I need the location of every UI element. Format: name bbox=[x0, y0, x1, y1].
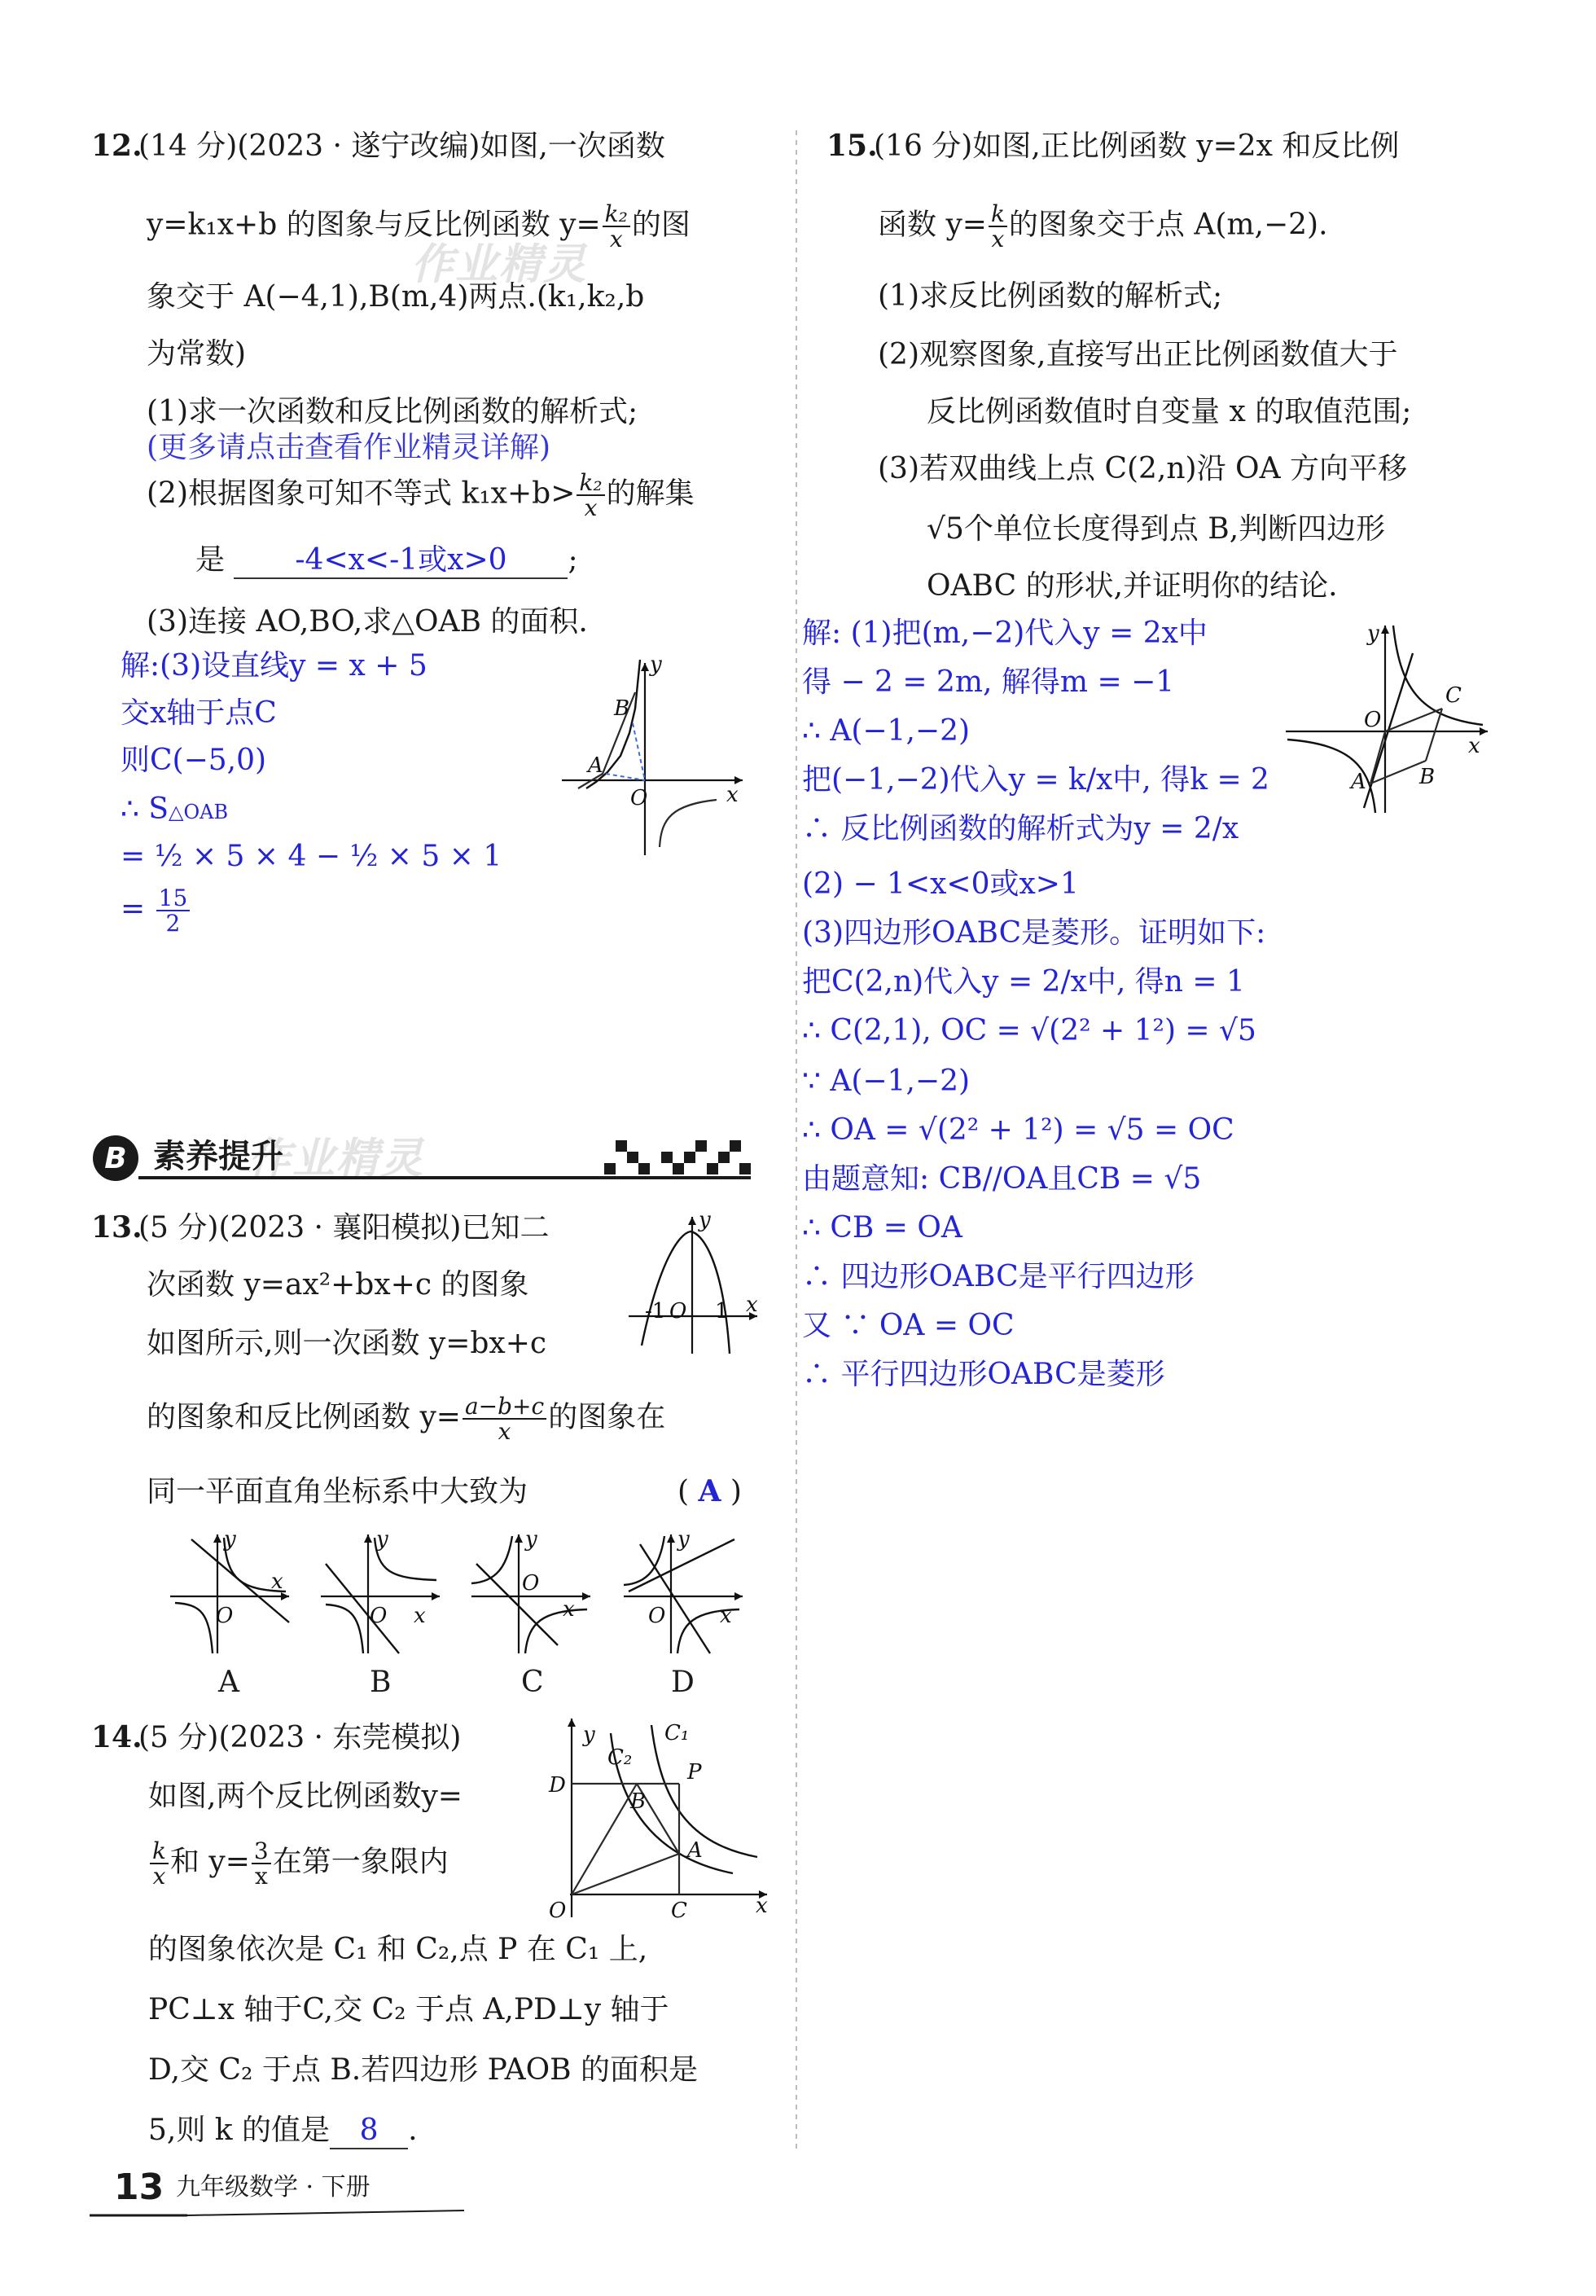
svg-text:O: O bbox=[1364, 708, 1382, 732]
svg-text:O: O bbox=[370, 1604, 388, 1628]
solution-line: ∴ CB = OA bbox=[802, 1211, 962, 1245]
question-text: (5 分)(2023 · 东莞模拟) bbox=[138, 1721, 462, 1754]
sub-question-2: (2)根据图象可知不等式 k₁x+b> $\frac{\text{k₂}}{x}$ 的解集 bbox=[147, 469, 695, 522]
choice-answer: A bbox=[698, 1474, 721, 1508]
solution-line: ∵ A(−1,−2) bbox=[802, 1065, 971, 1098]
question-text: (16 分)如图,正比例函数 y=2x 和反比例 bbox=[874, 130, 1400, 163]
svg-text:y: y bbox=[677, 1527, 690, 1552]
point-a-label: A bbox=[588, 753, 603, 778]
option-label-c[interactable]: C bbox=[521, 1666, 544, 1699]
question-text: 次函数 y=ax²+bx+c 的图象 bbox=[147, 1268, 529, 1302]
svg-text:A: A bbox=[1351, 770, 1366, 794]
svg-text:O: O bbox=[549, 1899, 567, 1923]
y-axis-label: y bbox=[650, 652, 662, 677]
point-b-label: B bbox=[614, 696, 630, 721]
watermark: 作业精灵 bbox=[411, 240, 588, 289]
svg-text:C₂: C₂ bbox=[607, 1745, 633, 1770]
answer-bracket: ( A ) bbox=[677, 1474, 742, 1508]
svg-text:x: x bbox=[1468, 734, 1480, 758]
question-number: 14. bbox=[91, 1720, 142, 1754]
question-text: D,交 C₂ 于点 B.若四边形 PAOB 的面积是 bbox=[148, 2053, 699, 2087]
sub-question-1: (1)求一次函数和反比例函数的解析式; bbox=[147, 395, 638, 428]
solution-line: 把C(2,n)代入y = 2/x中, 得n = 1 bbox=[802, 965, 1245, 999]
question-number: 15. bbox=[826, 129, 878, 163]
question-text: (5 分)(2023 · 襄阳模拟)已知二 bbox=[138, 1211, 550, 1245]
detail-link[interactable]: (更多请点击查看作业精灵详解) bbox=[147, 431, 551, 464]
svg-text:y: y bbox=[525, 1527, 537, 1552]
option-graph-c[interactable] bbox=[468, 1527, 598, 1662]
sub-question-3: (3)若双曲线上点 C(2,n)沿 OA 方向平移 bbox=[878, 452, 1408, 485]
question-text: 如图,两个反比例函数y= bbox=[148, 1780, 463, 1813]
question-number: 12. bbox=[91, 129, 142, 163]
solution-line: = ½ × 5 × 4 − ½ × 5 × 1 bbox=[121, 840, 502, 873]
svg-text:C₁: C₁ bbox=[664, 1721, 690, 1745]
sub-question-2: (2)观察图象,直接写出正比例函数值大于 bbox=[878, 338, 1398, 371]
question-text: 如图所示,则一次函数 y=bx+c bbox=[147, 1327, 547, 1360]
question-text: y=k₁x+b 的图象与反比例函数 y= $\frac{\text{k₂}}{x}$ 的图 bbox=[147, 200, 691, 253]
solution-line: 把(−1,−2)代入y = k/x中, 得k = 2 bbox=[802, 763, 1269, 797]
option-graph-a[interactable] bbox=[167, 1527, 297, 1662]
question-text: 象交于 A(−4,1),B(m,4)两点.(k₁,k₂,b bbox=[147, 280, 645, 314]
solution-line: ∴ 四边形OABC是平行四边形 bbox=[802, 1260, 1195, 1293]
solution-line: (3)四边形OABC是菱形。证明如下: bbox=[802, 916, 1266, 950]
watermark: 作业精灵 bbox=[248, 1135, 425, 1183]
sub-question-2-answer-line: 是 -4<x<-1或x>0 ; bbox=[195, 542, 578, 579]
q13-parabola-graph bbox=[627, 1210, 765, 1357]
sub-question-3: (3)连接 AO,BO,求△OAB 的面积. bbox=[147, 605, 588, 639]
svg-text:x: x bbox=[414, 1604, 426, 1628]
x-axis-label: x bbox=[746, 1293, 758, 1317]
question-text: PC⊥x 轴于C,交 C₂ 于点 A,PD⊥y 轴于 bbox=[148, 1993, 669, 2026]
question-number: 13. bbox=[91, 1210, 142, 1245]
solution-line: ∴ OA = √(2² + 1²) = √5 = OC bbox=[802, 1113, 1234, 1147]
svg-text:y: y bbox=[376, 1527, 388, 1552]
sub-question-3: OABC 的形状,并证明你的结论. bbox=[927, 569, 1338, 603]
sub-question-1: (1)求反比例函数的解析式; bbox=[878, 279, 1223, 313]
question-text: 的图象和反比例函数 y= $\frac{a-b+c}{x}$ 的图象在 bbox=[147, 1393, 666, 1446]
solution-line: ∴ 反比例函数的解析式为y = 2/x bbox=[802, 812, 1239, 845]
sub-question-2: 反比例函数值时自变量 x 的取值范围; bbox=[927, 395, 1412, 428]
svg-text:B: B bbox=[630, 1789, 647, 1814]
answer-blank: -4<x<-1或x>0 bbox=[234, 542, 568, 579]
question-text: 函数 y= $\frac{k}{x}$ 的图象交于点 A(m,−2). bbox=[878, 200, 1328, 253]
q15-graph bbox=[1282, 621, 1494, 816]
section-title: 素养提升 bbox=[153, 1138, 283, 1175]
neg-one-label: -1 bbox=[645, 1299, 666, 1324]
question-text: (14 分)(2023 · 遂宁改编)如图,一次函数 bbox=[138, 130, 665, 163]
solution-line: ∴ 平行四边形OABC是菱形 bbox=[802, 1358, 1165, 1391]
section-header bbox=[91, 1130, 751, 1188]
question-text: 同一平面直角坐标系中大致为 bbox=[147, 1475, 528, 1508]
origin-label: O bbox=[630, 786, 648, 810]
solution-line: 解: (1)把(m,−2)代入y = 2x中 bbox=[802, 617, 1208, 650]
page-number: 13 bbox=[114, 2166, 164, 2208]
q12-graph bbox=[554, 652, 749, 863]
one-label: 1 bbox=[715, 1299, 729, 1324]
solution-line: = $\frac{15}{2}$ bbox=[121, 886, 191, 936]
svg-text:D: D bbox=[549, 1773, 566, 1798]
section-letter: B bbox=[104, 1142, 127, 1175]
solution-line: ∴ S△OAB bbox=[121, 792, 229, 826]
svg-text:y: y bbox=[224, 1527, 236, 1552]
option-graph-b[interactable] bbox=[318, 1527, 448, 1662]
svg-text:x: x bbox=[720, 1604, 732, 1628]
option-label-a[interactable]: A bbox=[218, 1666, 239, 1699]
solution-line: ∴ C(2,1), OC = √(2² + 1²) = √5 bbox=[802, 1014, 1256, 1047]
question-text: 5,则 k 的值是 8 . bbox=[148, 2113, 418, 2149]
solution-line: 又 ∵ OA = OC bbox=[802, 1309, 1015, 1342]
svg-text:A: A bbox=[687, 1838, 703, 1863]
solution-line: ∴ A(−1,−2) bbox=[802, 714, 971, 748]
svg-text:P: P bbox=[687, 1760, 702, 1785]
q14-graph bbox=[529, 1714, 774, 1925]
solution-line: 交x轴于点C bbox=[121, 696, 277, 730]
solution-line: 由题意知: CB//OA且CB = √5 bbox=[802, 1162, 1202, 1196]
svg-text:x: x bbox=[271, 1569, 283, 1594]
svg-text:x: x bbox=[563, 1597, 575, 1622]
footer-rule bbox=[90, 2209, 464, 2219]
svg-text:y: y bbox=[583, 1723, 595, 1747]
svg-text:C: C bbox=[1445, 683, 1462, 708]
svg-text:O: O bbox=[522, 1571, 540, 1596]
option-label-d[interactable]: D bbox=[671, 1666, 695, 1699]
svg-text:C: C bbox=[671, 1899, 687, 1923]
origin-label: O bbox=[669, 1299, 687, 1324]
svg-text:O: O bbox=[216, 1604, 234, 1628]
x-axis-label: x bbox=[726, 783, 739, 807]
option-label-b[interactable]: B bbox=[370, 1666, 392, 1699]
question-text: 为常数) bbox=[147, 337, 247, 371]
solution-line: 得 − 2 = 2m, 解得m = −1 bbox=[802, 665, 1175, 699]
answer-blank: 8 bbox=[330, 2113, 408, 2149]
y-axis-label: y bbox=[699, 1208, 711, 1232]
book-title: 九年级数学 · 下册 bbox=[176, 2173, 370, 2202]
option-graph-d[interactable] bbox=[620, 1527, 751, 1662]
svg-text:B: B bbox=[1419, 765, 1436, 789]
solution-line: 则C(−5,0) bbox=[121, 744, 267, 777]
solution-line: 解:(3)设直线y = x + 5 bbox=[121, 649, 428, 683]
svg-text:x: x bbox=[756, 1894, 768, 1918]
svg-text:y: y bbox=[1367, 621, 1379, 646]
sub-question-3: √5个单位长度得到点 B,判断四边形 bbox=[927, 512, 1386, 546]
question-text: 的图象依次是 C₁ 和 C₂,点 P 在 C₁ 上, bbox=[148, 1933, 648, 1966]
solution-line: (2) − 1<x<0或x>1 bbox=[802, 867, 1079, 901]
question-text: $\frac{k}{x}$ 和 y= $\frac{3}{x}$ 在第一象限内 bbox=[148, 1839, 449, 1889]
svg-text:O: O bbox=[648, 1604, 666, 1628]
